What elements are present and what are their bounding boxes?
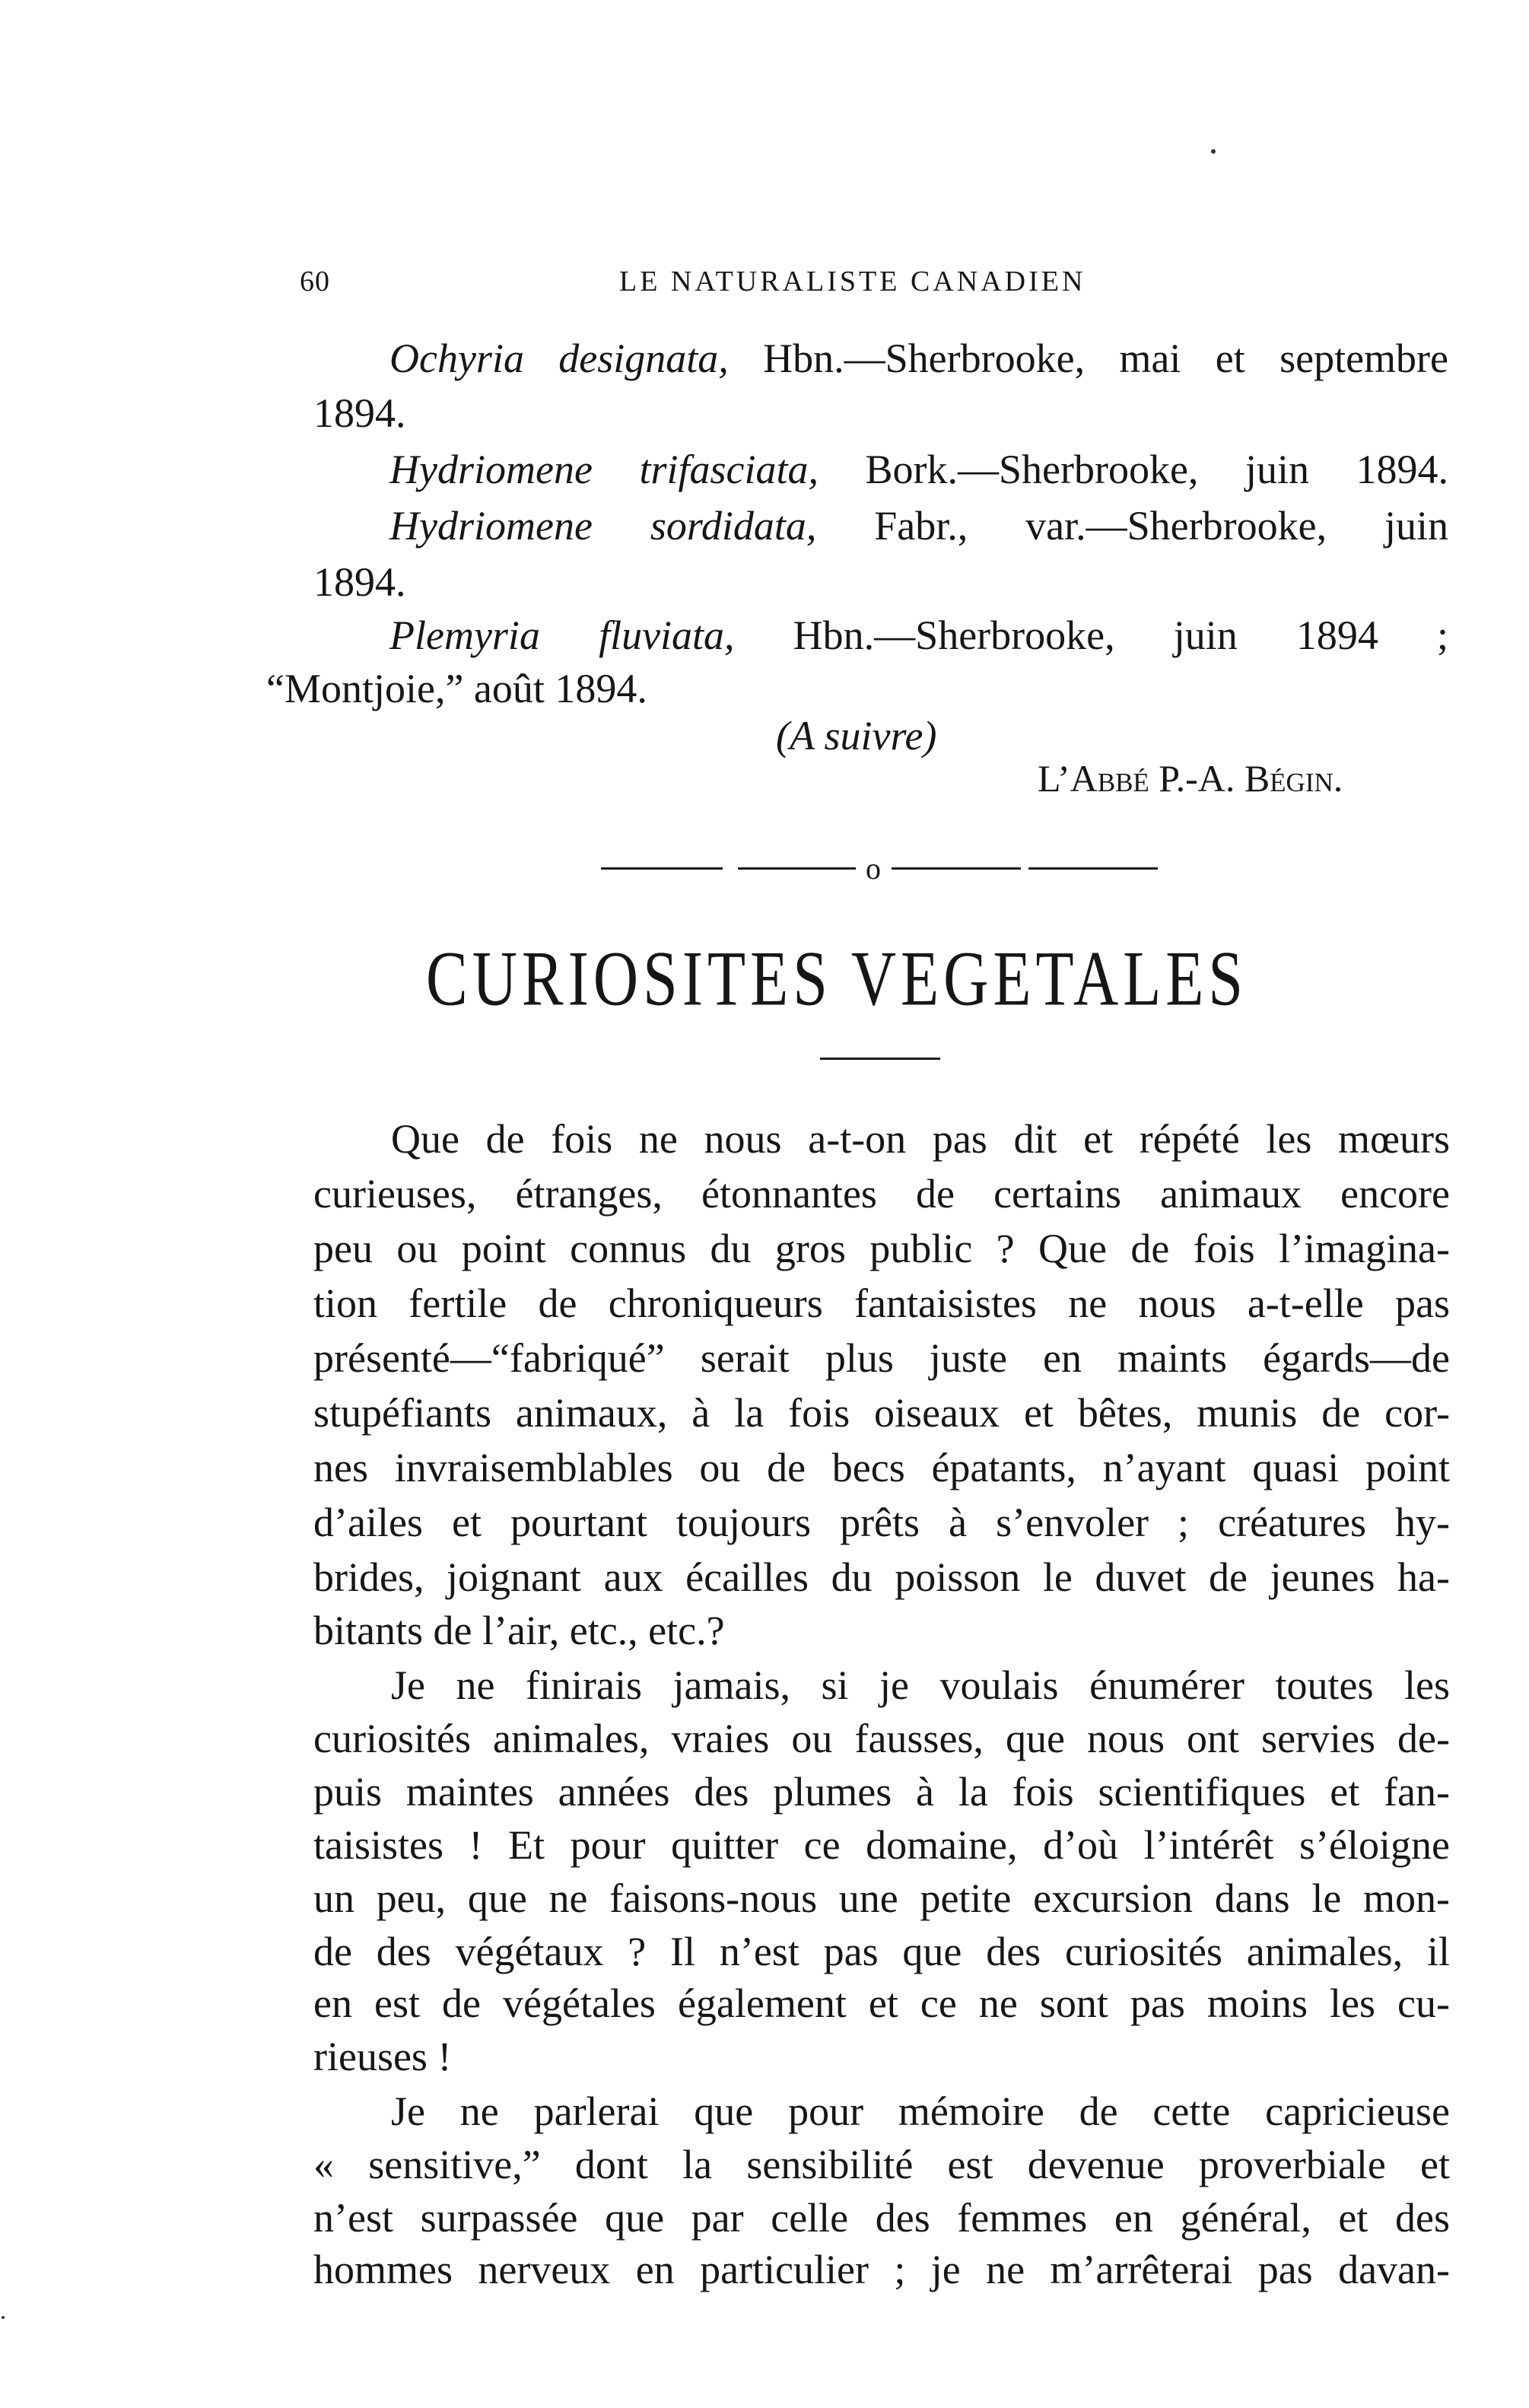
- entry-line: [389, 504, 1448, 548]
- entry-text: Hbn.—Sherbrooke, juin 1894 ;: [734, 612, 1448, 658]
- species-name: Ochyria designata,: [389, 336, 729, 381]
- separator-mark: o: [866, 851, 881, 886]
- to-be-continued: (A suivre): [776, 713, 937, 759]
- text-line: de des végétaux ? Il n’est pas que des curiosités animales, il: [313, 1929, 1450, 1974]
- article-title: CURIOSITES VEGETALES: [426, 935, 1248, 1022]
- separator-rule-right-2: [1028, 867, 1158, 870]
- entry-text: Bork.—Sherbrooke, juin 1894.: [818, 447, 1448, 492]
- text-line: peu ou point connus du gros public ? Que de fois l’imagina-: [313, 1226, 1450, 1271]
- title-underline: [820, 1058, 940, 1060]
- text-line: puis maintes années des plumes à la fois scientifiques et fan-: [313, 1769, 1450, 1815]
- entry-continuation: “Montjoie,” août 1894.: [266, 666, 647, 711]
- text-line: bitants de l’air, etc., etc.?: [313, 1608, 725, 1653]
- page-number: 60: [300, 266, 330, 297]
- text-line: tion fertile de chroniqueurs fantaisistes ne nous a-t-elle pas: [313, 1280, 1450, 1326]
- text-line: en est de végétales également et ce ne sont pas moins les cu-: [313, 1980, 1450, 2026]
- text-line: taisistes ! Et pour quitter ce domaine, d’où l’intérêt s’éloigne: [313, 1822, 1450, 1868]
- entry-continuation: 1894.: [313, 559, 406, 605]
- text-line: Je ne parlerai que pour mémoire de cette capricieuse: [391, 2088, 1450, 2134]
- text-line: « sensitive,” dont la sensibilité est devenue proverbiale et: [313, 2142, 1450, 2187]
- text-line: curiosités animales, vraies ou fausses, que nous ont servies de-: [313, 1716, 1450, 1761]
- separator-rule-right-1: [892, 867, 1021, 870]
- running-title: LE NATURALISTE CANADIEN: [619, 266, 1086, 297]
- text-line: d’ailes et pourtant toujours prêts à s’envoler ; créatures hy-: [313, 1500, 1450, 1545]
- entry-line: [389, 447, 1448, 491]
- text-line: un peu, que ne faisons-nous une petite excursion dans le mon-: [313, 1875, 1450, 1921]
- separator-rule-left-1: [601, 867, 723, 870]
- text-line: Que de fois ne nous a-t-on pas dit et répété les mœurs: [391, 1116, 1450, 1162]
- text-line: stupéfiants animaux, à la fois oiseaux et bêtes, munis de cor-: [313, 1390, 1450, 1436]
- text-line: n’est surpassée que par celle des femmes en général, et des: [313, 2195, 1450, 2241]
- species-name: Hydriomene sordidata,: [389, 503, 817, 549]
- text-line: brides, joignant aux écailles du poisson le duvet de jeunes ha-: [313, 1554, 1450, 1600]
- entry-line: [389, 336, 1448, 380]
- species-name: Hydriomene trifasciata,: [389, 447, 819, 492]
- scan-speck: [2, 2316, 5, 2319]
- species-name: Plemyria fluviata,: [389, 612, 735, 658]
- scan-speck: [1211, 149, 1216, 154]
- text-line: rieuses !: [313, 2034, 452, 2079]
- text-line: présenté—“fabriqué” serait plus juste en maints égards—de: [313, 1335, 1450, 1381]
- text-line: Je ne finirais jamais, si je voulais énumérer toutes les: [391, 1662, 1450, 1708]
- text-line: curieuses, étranges, étonnantes de certains animaux encore: [313, 1171, 1450, 1217]
- text-line: hommes nerveux en particulier ; je ne m’arrêterai pas davan-: [313, 2247, 1450, 2292]
- entry-line: [389, 613, 1448, 657]
- entry-continuation: 1894.: [313, 390, 406, 436]
- text-line: nes invraisemblables ou de becs épatants, n’ayant quasi point: [313, 1445, 1450, 1490]
- separator-rule-left-2: [738, 867, 856, 870]
- entry-text: Hbn.—Sherbrooke, mai et septembre: [728, 336, 1448, 381]
- signature: L’Abbé P.-A. Bégin.: [1038, 757, 1343, 800]
- entry-text: Fabr., var.—Sherbrooke, juin: [816, 503, 1448, 549]
